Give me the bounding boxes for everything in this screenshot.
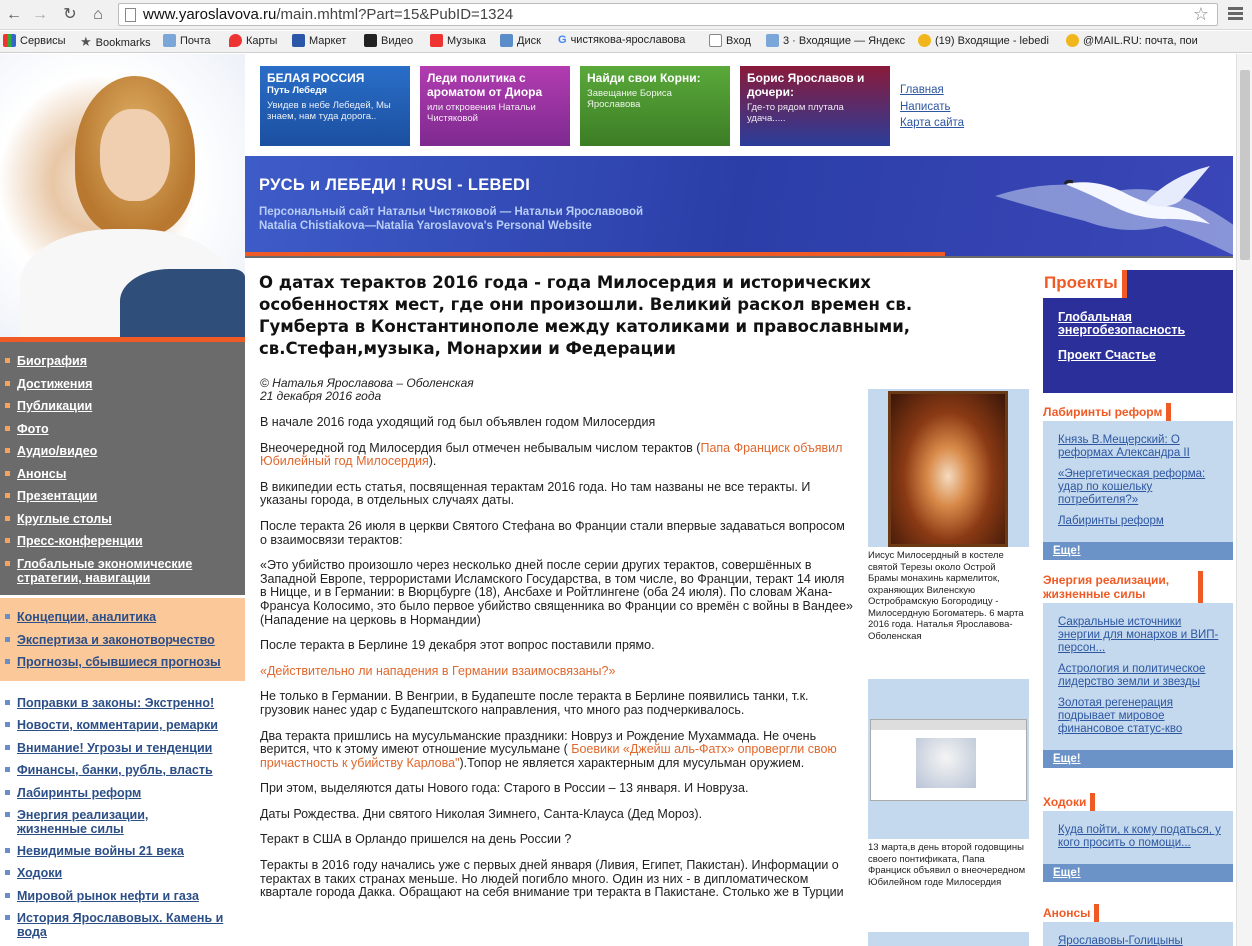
sidebar-link[interactable]: Князь В.Мещерский: О реформах Александра II xyxy=(1058,434,1190,459)
tile-subtitle: Путь Лебедя xyxy=(267,85,327,96)
figure-divine-mercy xyxy=(868,389,1029,642)
figure-image[interactable] xyxy=(868,932,1029,946)
site-subtitle-ru: Персональный сайт Натальи Чистяковой — Натальи Ярославовой xyxy=(259,206,644,218)
figure-pope-announcement xyxy=(868,679,1029,888)
byline-author: © Наталья Ярославова – Оболенская xyxy=(260,376,474,390)
nav-item-finance[interactable]: Финансы, банки, рубль, власть xyxy=(0,763,213,777)
bookmark-star-icon[interactable]: ☆ xyxy=(1192,4,1209,24)
scrollbar-thumb[interactable] xyxy=(1240,70,1250,260)
link-pope-francis[interactable]: Папа Франциск объявил Юбилейный год Милосердия xyxy=(260,440,843,469)
cart-icon xyxy=(292,34,305,47)
link-global-energy-security[interactable]: Глобальная энергобезопасность xyxy=(1058,310,1186,337)
bookmark-mail[interactable]: Почта xyxy=(163,34,211,47)
bookmark-mail-ru[interactable]: @MAIL.RU: почта, пои xyxy=(1066,34,1198,47)
tile-text: Увидев в небе Лебедей, Мы знаем, нам туда дорога.. xyxy=(267,100,391,122)
more-button[interactable]: Еще! xyxy=(1043,864,1233,882)
sidebar-block-walkers xyxy=(1043,793,1233,882)
paragraph: Теракт в США в Орландо пришелся на день России ? xyxy=(260,832,572,847)
site-subtitle-en: Natalia Chistiakova—Natalia Yaroslavova's Personal Website xyxy=(259,220,592,232)
divine-mercy-painting-image[interactable] xyxy=(868,389,1029,547)
figure-next xyxy=(868,932,1029,946)
page-icon xyxy=(709,34,722,47)
nav-item-walkers[interactable]: Ходоки xyxy=(0,866,62,880)
paragraph: В начале 2016 года уходящий год был объявлен годом Милосердия xyxy=(260,415,656,429)
paragraph: Два теракта пришлись на мусульманские праздники: Новруз и Рождение Мухаммада. Не очень верится, что к этому имеют отношение мусульмане ( Боевики «Джейш аль-Фатх» опровергли свою причастность к убийству Карлова").Топор не является характерным для мусульман оружием. xyxy=(260,728,837,770)
url-text[interactable]: www.yaroslavova.ru/main.mhtml?Part=15&PubID=1324 xyxy=(143,6,514,23)
link-home[interactable]: Главная xyxy=(900,84,944,96)
nav-item-audio-video[interactable]: Аудио/видео xyxy=(0,444,97,458)
top-links xyxy=(900,82,964,132)
google-g-icon: G xyxy=(558,34,567,46)
paragraph: После теракта в Берлине 19 декабря этот вопрос поставили прямо. xyxy=(260,638,655,653)
sidebar-heading: Анонсы xyxy=(1043,904,1099,922)
sidebar-block-reforms xyxy=(1043,403,1233,560)
forward-arrow-icon[interactable]: → xyxy=(32,6,48,23)
nav-item-announcements[interactable]: Анонсы xyxy=(0,467,66,481)
sidebar-heading: Лабиринты реформ xyxy=(1043,403,1171,421)
link-germany-attacks[interactable]: «Действительно ли нападения в Германии взаимосвязаны?» xyxy=(260,663,616,678)
paragraph: При этом, выделяются даты Нового года: Старого в России – 13 января. И Новруза. xyxy=(260,781,749,796)
tile-title: Леди политика с ароматом от Диора xyxy=(427,71,543,99)
tile-title: БЕЛАЯ РОССИЯ xyxy=(267,71,365,85)
disk-icon xyxy=(500,34,513,47)
more-button[interactable]: Еще! xyxy=(1043,750,1233,768)
nav-item-reforms[interactable]: Лабиринты реформ xyxy=(0,786,141,800)
play-icon xyxy=(364,34,377,47)
nav-item-news[interactable]: Новости, комментарии, ремарки xyxy=(0,718,218,732)
left-nav-main xyxy=(0,342,245,595)
link-jaish-al-fatah[interactable]: Боевики «Джейш аль-Фатх» опровергли свою причастность к убийству Карлова" xyxy=(260,742,837,770)
tile-text: Завещание Бориса Ярославова xyxy=(587,88,672,110)
bookmarks-bar xyxy=(0,31,1252,53)
nav-item-energy[interactable]: Энергия реализации, жизненные силы xyxy=(0,808,200,836)
sidebar-link[interactable]: Лабиринты реформ xyxy=(1058,515,1164,527)
nav-item-publications[interactable]: Публикации xyxy=(0,399,92,413)
paragraph: Теракты в 2016 году начались уже с первых дней января (Ливия, Египет, Пакистан). Информации о терактах в таких странах меньше. Но людей погибло много. Один из них - в дипломатическом квартале города Дакка. Обращают на себя внимание три теракта в Пакистане. Столько же в Турции xyxy=(260,858,844,900)
sidebar-links xyxy=(1043,811,1233,864)
tile-lady-politics[interactable] xyxy=(420,66,570,146)
envelope-icon xyxy=(163,34,176,47)
mail-ru-icon xyxy=(1066,34,1079,47)
nav-item-photo[interactable]: Фото xyxy=(0,422,49,436)
nav-item-global-strategies[interactable]: Глобальные экономические стратегии, навигации xyxy=(0,557,225,585)
quote-paragraph: «Это убийство произошло через несколько дней после серии других терактов, совершённых в Западной Европе, террористами Исламского Государства, в том числе, во Франции, теракт 14 июля в Ницце, и в Германии: в Вюрцбурге (18), Ансбахе и Ройтлингене (оба 24 июля). По словам Жана-Франсуа Колосимо, это было первое убийство священника во Франции со времён с войны в Вандее» (Нападение на церковь в Нормандии) xyxy=(260,558,853,627)
site-banner xyxy=(245,156,1233,256)
site-title: РУСЬ и ЛЕБЕДИ ! RUSI - LEBEDI xyxy=(259,176,531,194)
nav-item-threats[interactable]: Внимание! Угрозы и тенденции xyxy=(0,741,212,755)
address-bar[interactable] xyxy=(118,3,1218,26)
sidebar-links xyxy=(1043,922,1233,946)
bookmark-inbox-lebedi[interactable]: (19) Входящие - lebedi xyxy=(918,34,1049,47)
tile-white-russia[interactable] xyxy=(260,66,410,146)
nav-item-oil-gas[interactable]: Мировой рынок нефти и газа xyxy=(0,889,199,903)
bookmark-login[interactable]: Вход xyxy=(709,34,751,47)
web-page xyxy=(0,54,1236,946)
tile-title: Борис Ярославов и дочери: xyxy=(747,71,865,99)
bookmark-google-search[interactable]: G чистякова-ярославова xyxy=(558,34,686,46)
sidebar-heading: Энергия реализации, жизненные силы xyxy=(1043,571,1203,603)
more-button[interactable]: Еще! xyxy=(1043,542,1233,560)
sidebar-link[interactable]: Куда пойти, к кому податься, у кого просить о помощи... xyxy=(1058,824,1221,849)
tile-text: Где-то рядом плутала удача..... xyxy=(747,102,844,124)
menu-icon[interactable] xyxy=(1226,5,1244,25)
sidebar-block-announcements xyxy=(1043,904,1233,946)
nav-item-round-tables[interactable]: Круглые столы xyxy=(0,512,112,526)
nav-item-biography[interactable]: Биография xyxy=(0,354,87,368)
link-project-happiness[interactable]: Проект Счастье xyxy=(1058,348,1156,362)
paragraph: Не только в Германии. В Венгрии, в Будапеште после теракта в Берлине появились танки, т.к. грузовик нанес удар с Будапештского направления, что много раз подчеркивалось. xyxy=(260,689,809,717)
nav-item-concepts[interactable]: Концепции, аналитика xyxy=(0,610,156,624)
left-nav-analytics xyxy=(0,598,245,681)
sidebar-links xyxy=(1043,603,1233,750)
bookmark-market[interactable]: Маркет xyxy=(292,34,346,47)
sidebar-link[interactable]: «Энергетическая реформа: удар по кошельку потребителя?» xyxy=(1058,468,1206,506)
scrollbar[interactable] xyxy=(1236,54,1252,946)
nav-item-invisible-wars[interactable]: Невидимые войны 21 века xyxy=(0,844,184,858)
paragraph: После теракта 26 июля в церкви Святого Стефана во Франции стали впервые задаваться вопросом о взаимосвязи терактов: xyxy=(260,518,845,547)
sidebar-links xyxy=(1043,421,1233,542)
bookmark-video[interactable]: Видео xyxy=(364,34,413,47)
paragraph: Внеочередной год Милосердия был отмечен небывалым числом терактов (Папа Франциск объявил Юбилейный год Милосердия). xyxy=(260,440,843,469)
bookmark-bookmarks[interactable]: ★ Bookmarks xyxy=(80,34,151,49)
paragraph: В википедии есть статья, посвященная терактам 2016 года. Но там названы не все теракты. И указаны города, в отдельных случаях даты. xyxy=(260,479,811,508)
tile-title: Найди свои Корни: xyxy=(587,71,701,85)
swan-image xyxy=(995,156,1233,256)
sidebar-link[interactable]: Сакральные источники энергии для монархов и ВИП-персон... xyxy=(1058,616,1219,654)
nav-item-expertise[interactable]: Экспертиза и законотворчество xyxy=(0,633,215,647)
sidebar-link[interactable]: Астрология и политическое лидерство земли и звезды xyxy=(1058,663,1206,688)
tile-text: или откровения Натальи Чистяковой xyxy=(427,102,536,124)
nav-item-press-conferences[interactable]: Пресс-конференции xyxy=(0,534,143,548)
byline-date: 21 декабря 2016 года xyxy=(260,389,382,403)
projects-heading: Проекты xyxy=(1043,270,1127,298)
envelope-icon xyxy=(766,34,779,47)
tile-boris-yaroslavov[interactable] xyxy=(740,66,890,146)
tile-find-roots[interactable] xyxy=(580,66,730,146)
bookmark-apps[interactable]: Сервисы xyxy=(3,34,66,47)
banner-accent-bar xyxy=(245,252,945,256)
map-pin-icon xyxy=(229,34,242,47)
projects-box xyxy=(1043,270,1233,393)
page-icon xyxy=(125,8,136,22)
paragraph xyxy=(260,665,853,679)
nav-item-presentations[interactable]: Презентации xyxy=(0,489,97,503)
bookmark-maps[interactable]: Карты xyxy=(229,34,277,47)
news-screenshot-image[interactable] xyxy=(868,679,1029,839)
author-photo xyxy=(0,54,245,337)
link-sitemap[interactable]: Карта сайта xyxy=(900,117,965,129)
bookmark-disk[interactable]: Диск xyxy=(500,34,541,47)
sidebar-heading: Ходоки xyxy=(1043,793,1095,811)
home-icon[interactable]: ⌂ xyxy=(93,6,103,23)
mail-ru-icon xyxy=(918,34,931,47)
sidebar-block-energy xyxy=(1043,571,1233,768)
nav-item-law-amendments[interactable]: Поправки в законы: Экстренно! xyxy=(0,696,214,710)
article-body xyxy=(260,416,853,912)
nav-item-achievements[interactable]: Достижения xyxy=(0,377,92,391)
back-arrow-icon[interactable]: ← xyxy=(6,6,22,23)
nav-item-history[interactable]: История Ярославовых. Камень и вода xyxy=(0,911,240,939)
link-write[interactable]: Написать xyxy=(900,100,951,113)
apps-grid-icon xyxy=(3,34,16,47)
paragraph: Даты Рождества. Дни святого Николая Зимнего, Санта-Клауса (Дед Мороз). xyxy=(260,806,703,821)
sidebar-link[interactable]: Ярославовы-Голицыны xyxy=(1058,935,1183,946)
browser-toolbar xyxy=(0,0,1252,30)
sidebar-link[interactable]: Золотая регенерация подрывает мировое финансовое статус-кво xyxy=(1058,697,1183,735)
reload-icon[interactable]: ↻ xyxy=(63,6,77,23)
nav-item-forecasts[interactable]: Прогнозы, сбывшиеся прогнозы xyxy=(0,655,221,669)
music-note-icon xyxy=(430,34,443,47)
banner-divider xyxy=(245,256,1233,258)
article-byline xyxy=(260,377,474,403)
star-icon: ★ xyxy=(80,34,92,49)
bookmark-music[interactable]: Музыка xyxy=(430,34,486,47)
bookmark-yandex-inbox[interactable]: 3 · Входящие — Яндекс xyxy=(766,34,905,47)
figure-caption: Иисус Милосердный в костеле святой Терезы около Острой Брамы монахинь кармелиток, охраняющих Виленскую Остробрамскую Богородицу - Милосердную Богоматерь. 6 марта 2016 года. Наталья Ярославова-Оболенская xyxy=(868,550,1024,642)
article-title: О датах терактов 2016 года - года Милосердия и исторических особенностях мест, где они произошли. Великий раскол времен св. Гумберта в Константинополе между католиками и православными, св.Стефан,музыка, Монархии и Федерации xyxy=(259,273,913,358)
figure-caption: 13 марта,в день второй годовщины своего понтификата, Папа Франциск объявил о внеочередном Юбилейном годе Милосердия xyxy=(868,842,1026,888)
